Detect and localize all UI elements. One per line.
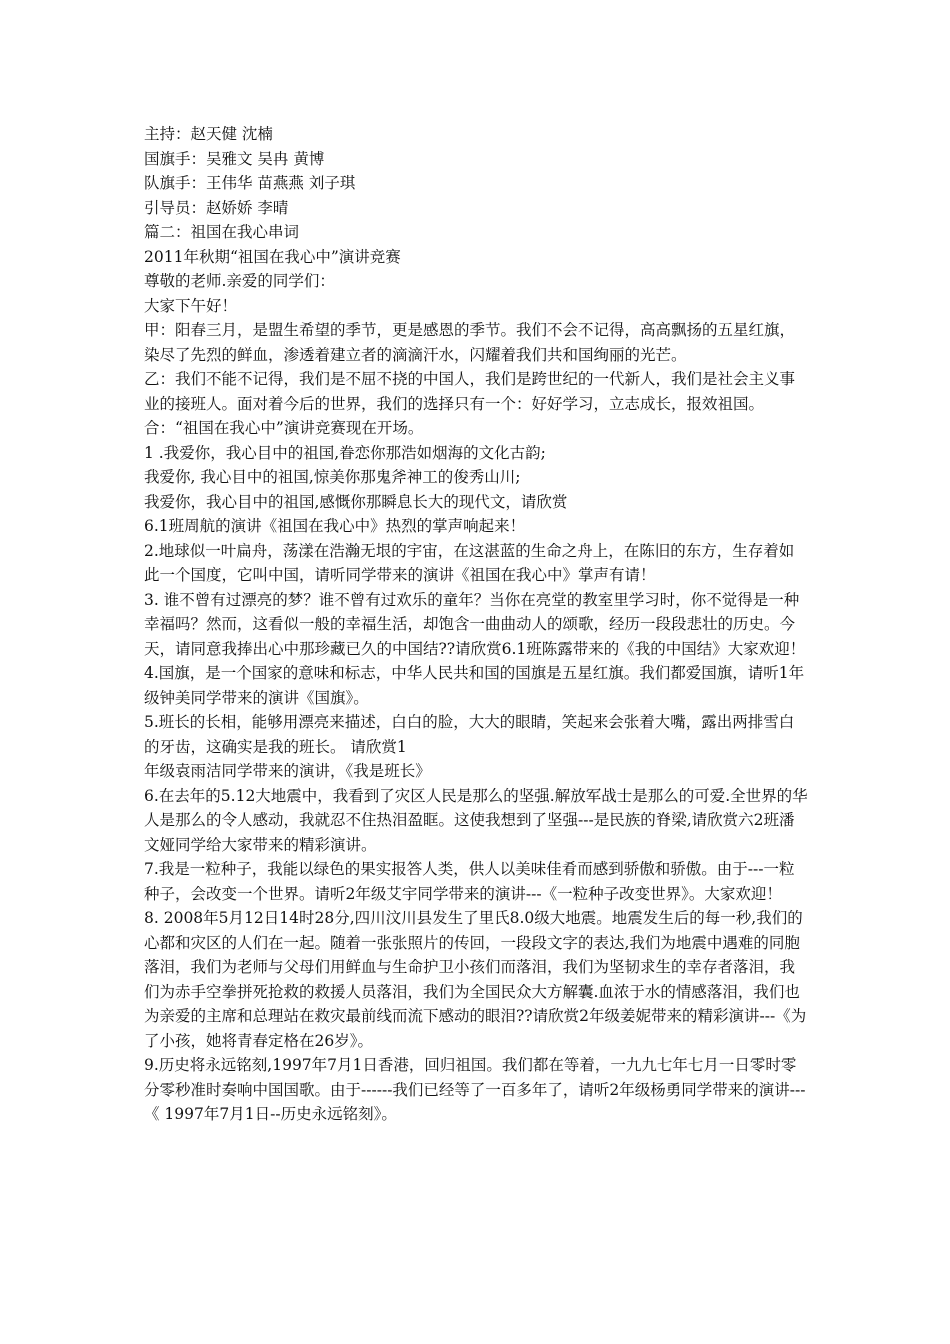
flag-bearers-line: 国旗手：吴雅文 吴冉 黄博 — [144, 149, 325, 168]
team-flag-bearers-line: 队旗手：王伟华 苗燕燕 刘子琪 — [144, 174, 356, 192]
salutation: 尊敬的老师.亲爱的同学们： — [144, 272, 335, 290]
document-body — [144, 122, 809, 1127]
paragraph-6: 6.在去年的5.12大地震中，我看到了灾区人民是那么的坚强.解放军战士是那么的可爱.全世界的华人是那么的令人感动，我就忍不住热泪盈眶。这使我想到了坚强---是民族的脊梁,请欣赏六2班潘文娅同学给大家带来的精彩演讲。 — [144, 786, 808, 854]
paragraph-1a: 1 .我爱你，我心目中的祖国,眷恋你那浩如烟海的文化古韵; — [144, 443, 546, 462]
paragraph-1b: 我爱你, 我心目中的祖国,惊美你那鬼斧神工的俊秀山川; — [144, 468, 521, 486]
greeting: 大家下午好！ — [144, 296, 238, 315]
section-heading: 篇二：祖国在我心串词 — [144, 223, 300, 241]
paragraph-jia: 甲：阳春三月，是盟生希望的季节，更是感恩的季节。我们不会不记得，高高飘扬的五星红旗，染尽了先烈的鲜血，渗透着建立者的滴滴汗水，闪耀着我们共和国绚丽的光芒。 — [144, 321, 796, 364]
paragraph-9: 9.历史将永远铭刻,1997年7月1日香港，回归祖国。我们都在等着，一九九七年七月一日零时零分零秒准时奏响中国国歌。由于------我们已经等了一百多年了，请听2年级杨勇同学带来的演讲---《 1997年7月1日--历史永远铭刻》。 — [144, 1056, 806, 1123]
guides-line: 引导员：赵娇娇 李晴 — [144, 198, 289, 217]
paragraph-8: 8. 2008年5月12日14时28分,四川汶川县发生了里氏8.0级大地震。地震发生后的每一秒,我们的心都和灾区的人们在一起。随着一张张照片的传回，一段段文字的表达,我们为地震中遇难的同胞落泪，我们为老师与父母们用鲜血与生命护卫小孩们而落泪，我们为坚韧求生的幸存者落泪，我们为赤手空拳拼死抢救的救援人员落泪，我们为全国民众大方解囊.血浓于水的情感落泪，我们也为亲爱的主席和总理站在救灾最前线而流下感动的眼泪??请欣赏2年级姜妮带来的精彩演讲---《为了小孩，她将青春定格在26岁》。 — [144, 909, 807, 1050]
paragraph-4: 4.国旗，是一个国家的意味和标志，中华人民共和国的国旗是五星红旗。我们都爱国旗，请听1年级钟美同学带来的演讲《国旗》。 — [144, 664, 805, 707]
paragraph-3: 3. 谁不曾有过漂亮的梦？谁不曾有过欢乐的童年？当你在亮堂的教室里学习时，你不觉得是一种幸福吗？然而，这看似一般的幸福生活，却饱含一曲曲动人的颂歌，经历一段段悲壮的历史。今天，请同意我捧出心中那珍藏已久的中国结??请欣赏6.1班陈露带来的《我的中国结》大家欢迎！ — [144, 590, 806, 658]
paragraph-5-continued: 年级袁雨洁同学带来的演讲，《我是班长》 — [144, 762, 431, 780]
paragraph-7: 7.我是一粒种子，我能以绿色的果实报答人类，供人以美味佳肴而感到骄傲和骄傲。由于---一粒种子，会改变一个世界。请听2年级艾宇同学带来的演讲---《一粒种子改变世界》。大家欢迎！ — [144, 860, 795, 903]
paragraph-he: 合：“祖国在我心中”演讲竞赛现在开场。 — [144, 419, 424, 437]
paragraph-5: 5.班长的长相，能够用漂亮来描述，白白的脸，大大的眼睛，笑起来会张着大嘴，露出两排雪白的牙齿，这确实是我的班长。 请欣赏1 — [144, 713, 795, 756]
contest-title: 2011年秋期“祖国在我心中”演讲竞赛 — [144, 247, 401, 266]
paragraph-1d: 6.1班周航的演讲《祖国在我心中》热烈的掌声响起来！ — [144, 517, 526, 535]
paragraph-2: 2.地球似一叶扁舟，荡漾在浩瀚无垠的宇宙，在这湛蓝的生命之舟上，在陈旧的东方，生存着如此一个国度，它叫中国，请听同学带来的演讲《祖国在我心中》掌声有请！ — [144, 541, 795, 584]
paragraph-yi: 乙：我们不能不记得，我们是不屈不挠的中国人，我们是跨世纪的一代新人，我们是社会主义事业的接班人。面对着今后的世界，我们的选择只有一个：好好学习，立志成长，报效祖国。 — [144, 370, 796, 413]
paragraph-1c: 我爱你，我心目中的祖国,感慨你那瞬息长大的现代文，请欣赏 — [144, 492, 568, 511]
host-line: 主持：赵天健 沈楠 — [144, 125, 273, 143]
